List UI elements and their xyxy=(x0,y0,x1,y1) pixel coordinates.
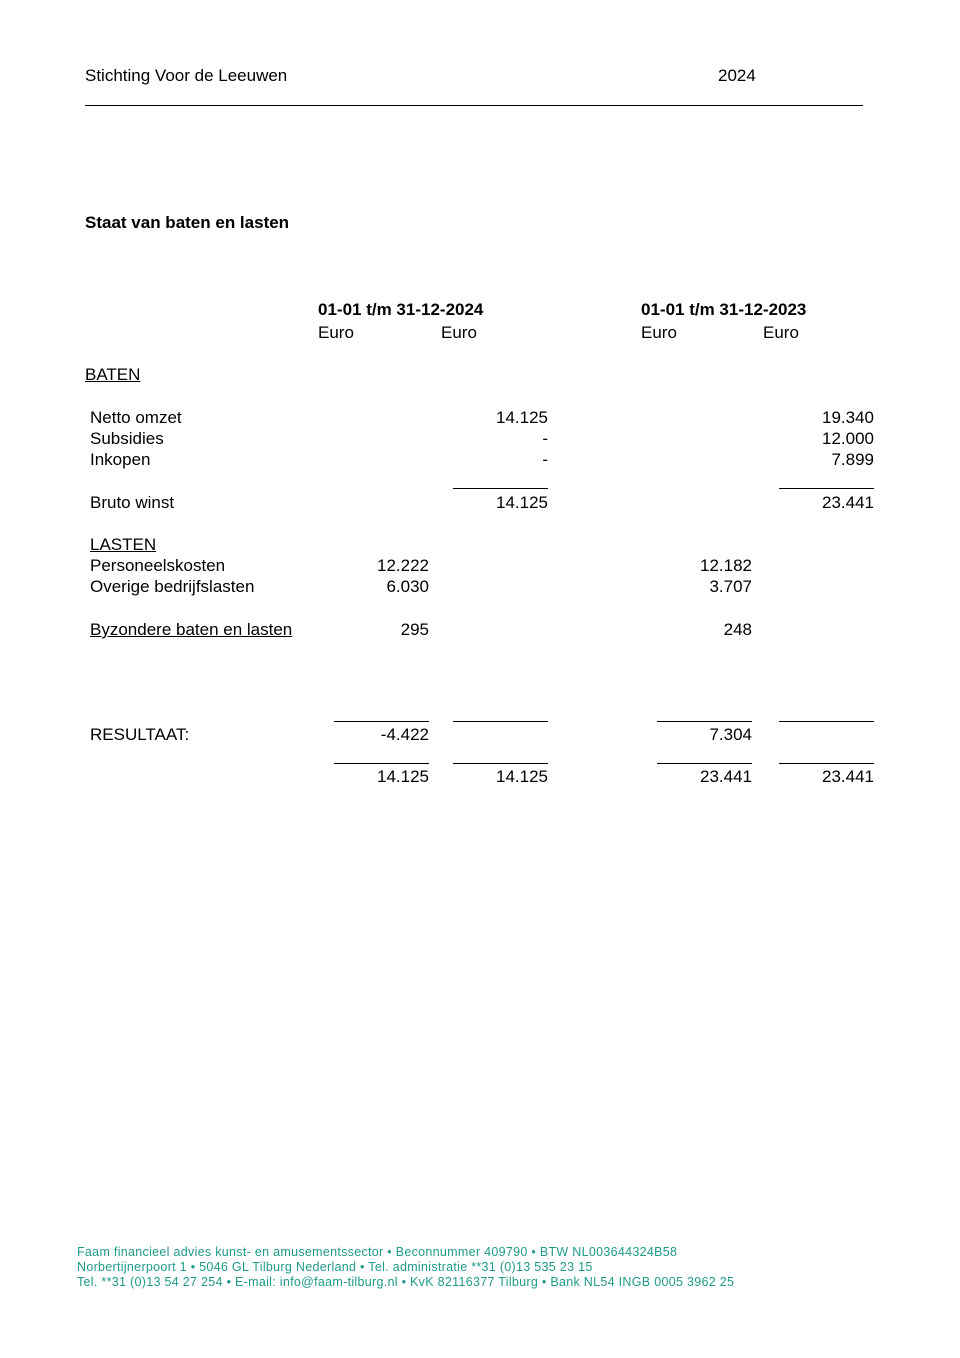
period-previous-label: 01-01 t/m 31-12-2023 xyxy=(641,300,807,319)
current-unit-1: Euro xyxy=(318,323,354,342)
byzondere-baten-previous: 248 xyxy=(723,620,752,639)
personeelskosten-previous: 12.182 xyxy=(700,556,752,575)
organization-name: Stichting Voor de Leeuwen xyxy=(85,66,288,85)
result-line-prev1 xyxy=(657,721,752,722)
inkopen-current: - xyxy=(542,450,548,469)
overige-bedrijfslasten-previous: 3.707 xyxy=(709,577,752,596)
resultaat-label: RESULTAAT: xyxy=(90,725,190,744)
total-line-prev1 xyxy=(657,763,752,764)
subsidies-previous: 12.000 xyxy=(822,429,874,448)
total-line-cur2 xyxy=(453,763,548,764)
footer-line-3: Tel. **31 (0)13 54 27 254 • E-mail: info@faam-tilburg.nl • KvK 82116377 Tilburg • Bank NL54 INGB 0005 3962 25 xyxy=(77,1275,735,1289)
personeelskosten-label: Personeelskosten xyxy=(90,556,226,575)
bruto-winst-label: Bruto winst xyxy=(90,493,175,512)
subsidies-label: Subsidies xyxy=(90,429,164,448)
resultaat-previous: 7.304 xyxy=(709,725,752,744)
inkopen-label: Inkopen xyxy=(90,450,151,469)
netto-omzet-current: 14.125 xyxy=(496,408,548,427)
netto-omzet-previous: 19.340 xyxy=(822,408,874,427)
previous-unit-2: Euro xyxy=(763,323,799,342)
result-line-cur1 xyxy=(334,721,429,722)
result-line-prev2 xyxy=(779,721,874,722)
lasten-heading: LASTEN xyxy=(90,535,157,554)
bruto-winst-previous: 23.441 xyxy=(822,493,874,512)
company-footer xyxy=(77,1245,734,1290)
total-line-prev2 xyxy=(779,763,874,764)
subtotal-line-current xyxy=(453,488,548,489)
total-current-1: 14.125 xyxy=(377,767,429,786)
overige-bedrijfslasten-current: 6.030 xyxy=(386,577,429,596)
resultaat-current: -4.422 xyxy=(380,725,429,744)
footer-line-2: Norbertijnerpoort 1 • 5046 GL Tilburg Nederland • Tel. administratie **31 (0)13 535 23 15 xyxy=(77,1260,593,1274)
bruto-winst-current: 14.125 xyxy=(496,493,548,512)
total-line-cur1 xyxy=(334,763,429,764)
byzondere-baten-label: Byzondere baten en lasten xyxy=(90,620,293,639)
result-line-cur2 xyxy=(453,721,548,722)
total-previous-1: 23.441 xyxy=(700,767,752,786)
previous-unit-1: Euro xyxy=(641,323,677,342)
subsidies-current: - xyxy=(542,429,548,448)
header-divider xyxy=(85,105,863,106)
total-current-2: 14.125 xyxy=(496,767,548,786)
personeelskosten-current: 12.222 xyxy=(377,556,429,575)
inkopen-previous: 7.899 xyxy=(831,450,874,469)
total-previous-2: 23.441 xyxy=(822,767,874,786)
current-unit-2: Euro xyxy=(441,323,477,342)
baten-heading: BATEN xyxy=(85,365,141,384)
netto-omzet-label: Netto omzet xyxy=(90,408,182,427)
page-title: Staat van baten en lasten xyxy=(85,213,290,232)
byzondere-baten-current: 295 xyxy=(400,620,429,639)
overige-bedrijfslasten-label: Overige bedrijfslasten xyxy=(90,577,255,596)
subtotal-line-previous xyxy=(779,488,874,489)
footer-line-1: Faam financieel advies kunst- en amusementssector • Beconnummer 409790 • BTW NL003644324B58 xyxy=(77,1245,678,1259)
report-year: 2024 xyxy=(718,66,756,85)
period-current-label: 01-01 t/m 31-12-2024 xyxy=(318,300,484,319)
